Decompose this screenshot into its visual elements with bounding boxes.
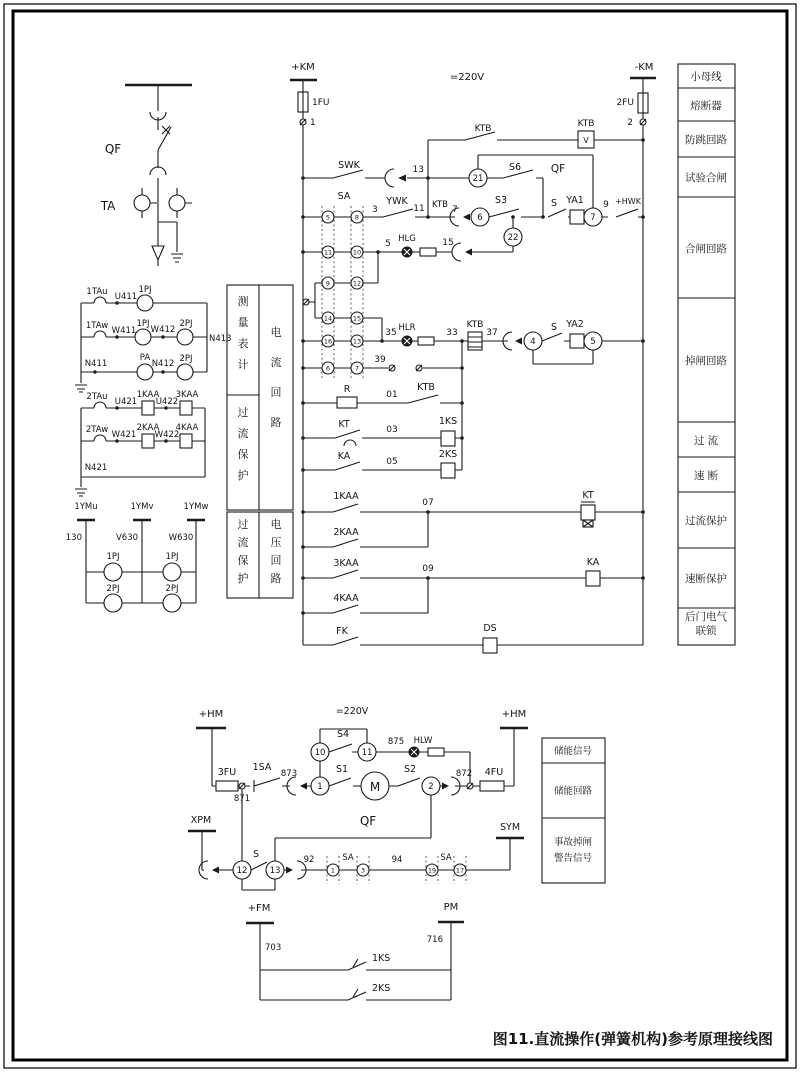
bus-km-plus: +KM xyxy=(291,62,315,73)
qf-bottom: QF xyxy=(359,814,377,828)
overcurrent-ct-circuit xyxy=(75,401,205,496)
relay-4kaa-b: 4KAA xyxy=(175,423,199,433)
wire-n413: N413 xyxy=(209,334,232,344)
relay-1kaa-b: 1KAA xyxy=(136,390,160,400)
svg-text:12: 12 xyxy=(236,866,248,877)
svg-text:11: 11 xyxy=(361,748,373,759)
rt-row-9: 过流保护 xyxy=(685,515,727,527)
svg-text:21: 21 xyxy=(472,174,484,185)
bus-sym: SYM xyxy=(499,822,521,833)
kt-contact-label: KT xyxy=(338,419,350,430)
rt-row-11b: 联锁 xyxy=(695,625,717,637)
meter-1pj-a: 1PJ xyxy=(138,285,152,295)
node-01: 01 xyxy=(386,390,398,400)
plug-pin-1 xyxy=(311,777,329,795)
plug-pin-12 xyxy=(233,861,251,879)
node-716: 716 xyxy=(426,935,443,945)
ct-1taw: 1TAw xyxy=(85,321,109,331)
wire-u411: U411 xyxy=(114,292,138,302)
node-875: 875 xyxy=(387,737,405,747)
bus-1ymw: 1YMw xyxy=(183,502,209,512)
lt-b-col2: 电压回路 xyxy=(270,518,282,585)
node-11: 11 xyxy=(413,204,425,214)
ya2-label: YA2 xyxy=(566,319,584,330)
meter-2pj-a: 2PJ xyxy=(179,319,193,329)
sa-contact-6 xyxy=(322,362,334,374)
s3-label: S3 xyxy=(494,195,508,206)
sa-contact-8 xyxy=(351,211,363,223)
earth-symbol xyxy=(171,254,183,262)
node-39: 39 xyxy=(374,355,386,365)
voltage-220-top: =220V xyxy=(449,72,485,83)
wire-n412: N412 xyxy=(151,359,175,369)
svg-text:6: 6 xyxy=(477,213,483,224)
svg-text:1: 1 xyxy=(330,866,336,875)
lamp-hlw-label: HLW xyxy=(413,736,433,746)
svg-text:19: 19 xyxy=(427,866,437,875)
rt-row-8: 速 断 xyxy=(693,470,719,482)
wire-n421: N421 xyxy=(84,463,108,473)
ktb-r-contact: KTB xyxy=(417,382,435,393)
plug-pin-13 xyxy=(266,861,284,879)
kaa2-label: 2KAA xyxy=(333,527,359,538)
node-15: 15 xyxy=(442,238,454,248)
earth-symbol xyxy=(75,489,87,496)
switch-1sa-label: 1SA xyxy=(252,762,272,773)
ktb-coil-v: V xyxy=(583,136,589,145)
qf-center: QF xyxy=(550,163,566,175)
left-function-table xyxy=(227,285,293,598)
sa-contact-14 xyxy=(322,312,334,324)
st-row-3a: 事故掉闸 xyxy=(553,837,593,848)
fuse-4fu xyxy=(480,781,504,791)
rt-row-4: 试验合闸 xyxy=(685,172,727,184)
resistor-r-label: R xyxy=(343,384,351,395)
svg-text:17: 17 xyxy=(455,866,465,875)
svg-text:7: 7 xyxy=(354,364,360,373)
svg-text:13: 13 xyxy=(269,866,281,877)
resistor-hlw xyxy=(428,748,444,756)
wire-w412: W412 xyxy=(150,325,176,335)
fuse-3fu-label: 3FU xyxy=(217,767,237,778)
node-07: 07 xyxy=(422,498,434,508)
ktb-coil-label: KTB xyxy=(577,119,595,129)
node-92: 92 xyxy=(303,855,315,865)
node-2: 2 xyxy=(627,118,633,128)
ta-left: TA xyxy=(100,199,116,213)
labels-layer xyxy=(66,62,773,1048)
wire-w411: W411 xyxy=(111,326,137,336)
fuse-2fu xyxy=(638,93,648,113)
s6-label: S6 xyxy=(508,162,522,173)
svg-text:11: 11 xyxy=(323,248,333,257)
sa-matrix-label: SA xyxy=(337,191,351,202)
wire-n411: N411 xyxy=(84,359,108,369)
node-94: 94 xyxy=(391,855,403,865)
coil-ka xyxy=(586,571,600,586)
meter-2pj-d: 2PJ xyxy=(165,584,179,594)
ktb7-label: KTB xyxy=(432,200,448,210)
node-37: 37 xyxy=(486,328,498,338)
coil-ya2 xyxy=(570,334,584,348)
bus-xpm: XPM xyxy=(190,815,212,826)
rt-row-11a: 后门电气 xyxy=(685,611,727,623)
rt-row-2: 熔断器 xyxy=(690,100,722,112)
plug-pin-5 xyxy=(584,332,602,350)
lamp-hlg xyxy=(402,247,412,257)
wire-u421: U421 xyxy=(114,397,138,407)
svg-text:16: 16 xyxy=(323,337,333,346)
ks2-label: 2KS xyxy=(438,449,458,460)
rt-row-5: 合闸回路 xyxy=(685,243,727,255)
s-trip-label: S xyxy=(550,322,558,333)
coil-ktb-current xyxy=(468,332,482,350)
node-871: 871 xyxy=(233,794,251,804)
sa-contact-19 xyxy=(426,864,438,876)
s-closing-label: S xyxy=(550,198,558,209)
voltage-220-bottom: =220V xyxy=(335,706,369,717)
node-873: 873 xyxy=(280,769,298,779)
qf-left: QF xyxy=(104,142,122,156)
svg-text:8: 8 xyxy=(354,213,360,222)
ct-symbol-right xyxy=(169,195,185,211)
ktb-trip-coil-label: KTB xyxy=(466,320,484,330)
sa-contact-12 xyxy=(351,277,363,289)
bus-hm-right: +HM xyxy=(501,709,527,720)
ks1-label: 1KS xyxy=(438,416,458,427)
wire-u422: U422 xyxy=(155,397,179,407)
sa-contact-11 xyxy=(322,246,334,258)
lt-b-col1: 过流保护 xyxy=(237,518,249,585)
meter-pa: PA xyxy=(139,353,151,363)
fuse-4fu-label: 4FU xyxy=(484,767,504,778)
st-row-2: 储能回路 xyxy=(553,786,593,797)
rt-row-7: 过 流 xyxy=(693,435,719,447)
sa-contact-3 xyxy=(357,864,369,876)
feeder-arrow xyxy=(152,246,164,260)
meter-2pj-b: 2PJ xyxy=(179,354,193,364)
node-33: 33 xyxy=(446,328,458,338)
sa-contact-16 xyxy=(322,335,334,347)
sa-contact-17 xyxy=(454,864,466,876)
resistor-r xyxy=(337,397,357,408)
coil-ya1 xyxy=(570,210,584,224)
node-703: 703 xyxy=(265,943,282,953)
svg-text:3: 3 xyxy=(360,866,366,875)
node-1: 1 xyxy=(310,118,316,128)
ka-coil-label: KA xyxy=(586,557,600,568)
kt-coil-label: KT xyxy=(582,490,594,501)
s4-label: S4 xyxy=(336,729,350,740)
bus-1ymu: 1YMu xyxy=(74,502,98,512)
s1-label: S1 xyxy=(335,764,349,775)
wire-v630: V630 xyxy=(115,533,139,543)
ya1-label: YA1 xyxy=(566,195,584,206)
meter-1pj-c: 1PJ xyxy=(106,552,120,562)
sa-contact-1 xyxy=(327,864,339,876)
sa-bottom1-label: SA xyxy=(342,853,354,863)
ywk-label: YWK xyxy=(386,196,408,207)
resistor-hlr xyxy=(418,337,434,345)
one-line-diagram xyxy=(125,85,192,266)
meter-2pj-a-symbol xyxy=(177,329,193,345)
ktb-antitrip-contact: KTB xyxy=(474,124,492,134)
node-03: 03 xyxy=(386,425,398,435)
resistor-hlg xyxy=(420,248,436,256)
wire-w630: W630 xyxy=(168,533,194,543)
relay-2kaa-b: 2KAA xyxy=(136,423,160,433)
node-872: 872 xyxy=(455,769,473,779)
meter-2pj-b-symbol xyxy=(177,364,193,380)
kt-delay-arc xyxy=(344,440,356,446)
plug-pin-21 xyxy=(469,169,487,187)
bus-hm-left: +HM xyxy=(198,709,224,720)
relay-2ks xyxy=(441,463,455,478)
ka-contact-label: KA xyxy=(337,451,351,462)
ct-2tau: 2TAu xyxy=(86,392,108,402)
sa-contact-13 xyxy=(351,335,363,347)
s-bottom-label: S xyxy=(252,849,260,860)
svg-text:1: 1 xyxy=(317,782,323,793)
node-5: 5 xyxy=(385,239,391,249)
meter-1pj-c-symbol xyxy=(104,563,122,581)
relay-1kaa-coil xyxy=(142,401,154,415)
relay-3kaa-b: 3KAA xyxy=(175,390,199,400)
lamp-hlw xyxy=(409,747,419,757)
kaa4-label: 4KAA xyxy=(333,593,359,604)
sa-contact-9 xyxy=(322,277,334,289)
lt-a-col1-row1: 测量表计 xyxy=(237,295,249,371)
svg-text:15: 15 xyxy=(352,314,362,323)
hwk-label: +HWK xyxy=(615,197,641,206)
rt-row-10: 速断保护 xyxy=(685,573,727,585)
meter-2pj-d-symbol xyxy=(163,594,181,612)
rt-row-1: 小母线 xyxy=(690,71,722,83)
wire-130: 130 xyxy=(65,533,82,543)
svg-text:2: 2 xyxy=(428,782,434,793)
plug-pin-11 xyxy=(358,743,376,761)
svg-text:5: 5 xyxy=(590,337,596,348)
bus-pm: PM xyxy=(443,902,459,913)
node-13: 13 xyxy=(412,165,424,175)
earth-symbol xyxy=(75,385,87,392)
meter-1pj-d-symbol xyxy=(163,563,181,581)
rt-row-3: 防跳回路 xyxy=(685,134,727,146)
svg-text:13: 13 xyxy=(352,337,362,346)
plug-pin-22 xyxy=(504,228,522,246)
st-row-3b: 警告信号 xyxy=(553,853,593,864)
lamp-hlg-label: HLG xyxy=(398,234,416,244)
ks1-bottom-label: 1KS xyxy=(372,953,391,964)
lamp-hlr xyxy=(402,336,412,346)
coil-ds xyxy=(483,638,497,653)
fuse-2fu-label: 2FU xyxy=(616,98,634,108)
relay-4kaa-coil xyxy=(180,434,192,448)
lt-a-col2: 电流回路 xyxy=(270,326,282,429)
rt-row-6: 掉闸回路 xyxy=(685,355,727,367)
bus-1ymv: 1YMv xyxy=(130,502,154,512)
ct-symbol-left xyxy=(134,195,150,211)
ct-2taw: 2TAw xyxy=(85,425,109,435)
svg-text:9: 9 xyxy=(325,279,331,288)
relay-3kaa-coil xyxy=(180,401,192,415)
lt-a-col1-row2: 过流保护 xyxy=(237,406,249,482)
svg-text:10: 10 xyxy=(314,748,326,759)
meter-1pj-d: 1PJ xyxy=(165,552,179,562)
lamp-hlr-label: HLR xyxy=(398,323,416,333)
s2-label: S2 xyxy=(403,764,417,775)
svg-text:10: 10 xyxy=(352,248,362,257)
svg-text:22: 22 xyxy=(507,233,519,244)
ct-1tau: 1TAu xyxy=(86,287,108,297)
meter-pa-symbol xyxy=(137,364,153,380)
plug-pin-4 xyxy=(524,332,542,350)
node-09: 09 xyxy=(422,564,434,574)
swk-label: SWK xyxy=(338,160,360,171)
svg-text:12: 12 xyxy=(352,279,362,288)
meter-1pj-a-symbol xyxy=(137,295,153,311)
fuse-1fu-label: 1FU xyxy=(312,98,330,108)
meter-2pj-c-symbol xyxy=(104,594,122,612)
st-row-1: 储能信号 xyxy=(553,746,593,757)
sa-bottom2-label: SA xyxy=(440,853,452,863)
plug-pin-7 xyxy=(584,208,602,226)
node-35: 35 xyxy=(385,328,397,338)
plug-pin-6 xyxy=(471,208,489,226)
plug-pin-2 xyxy=(422,777,440,795)
plug-pin-10 xyxy=(311,743,329,761)
bus-fm: +FM xyxy=(247,903,271,914)
fuse-3fu xyxy=(216,781,238,791)
relay-2kaa-coil xyxy=(142,434,154,448)
svg-text:5: 5 xyxy=(325,213,331,222)
coil-kt xyxy=(581,502,595,527)
measurement-circuit xyxy=(75,295,207,392)
sa-contact-10 xyxy=(351,246,363,258)
svg-text:7: 7 xyxy=(590,213,596,224)
wire-w421: W421 xyxy=(111,430,137,440)
svg-text:4: 4 xyxy=(530,337,536,348)
node-7: 7 xyxy=(452,205,458,215)
node-9: 9 xyxy=(603,200,609,210)
meter-1pj-b: 1PJ xyxy=(136,319,150,329)
sa-contact-5 xyxy=(322,211,334,223)
caption-title: 图11.直流操作(弹簧机构)参考原理接线图 xyxy=(492,1030,773,1048)
ds-label: DS xyxy=(483,623,497,634)
ks2-bottom-label: 2KS xyxy=(372,983,391,994)
svg-text:14: 14 xyxy=(323,314,333,323)
wire-w422: W422 xyxy=(154,430,180,440)
sa-contact-7 xyxy=(351,362,363,374)
fk-label: FK xyxy=(336,626,348,637)
meter-1pj-b-symbol xyxy=(135,329,151,345)
kaa1-label: 1KAA xyxy=(333,491,359,502)
fuse-1fu xyxy=(298,92,308,112)
sa-contact-15 xyxy=(351,312,363,324)
svg-text:6: 6 xyxy=(325,364,331,373)
relay-1ks xyxy=(441,431,455,446)
motor-m-label: M xyxy=(369,780,381,794)
kaa3-label: 3KAA xyxy=(333,558,359,569)
bus-km-minus: -KM xyxy=(634,62,654,73)
node-3: 3 xyxy=(372,205,378,215)
meter-2pj-c: 2PJ xyxy=(106,584,120,594)
node-05: 05 xyxy=(386,457,398,467)
